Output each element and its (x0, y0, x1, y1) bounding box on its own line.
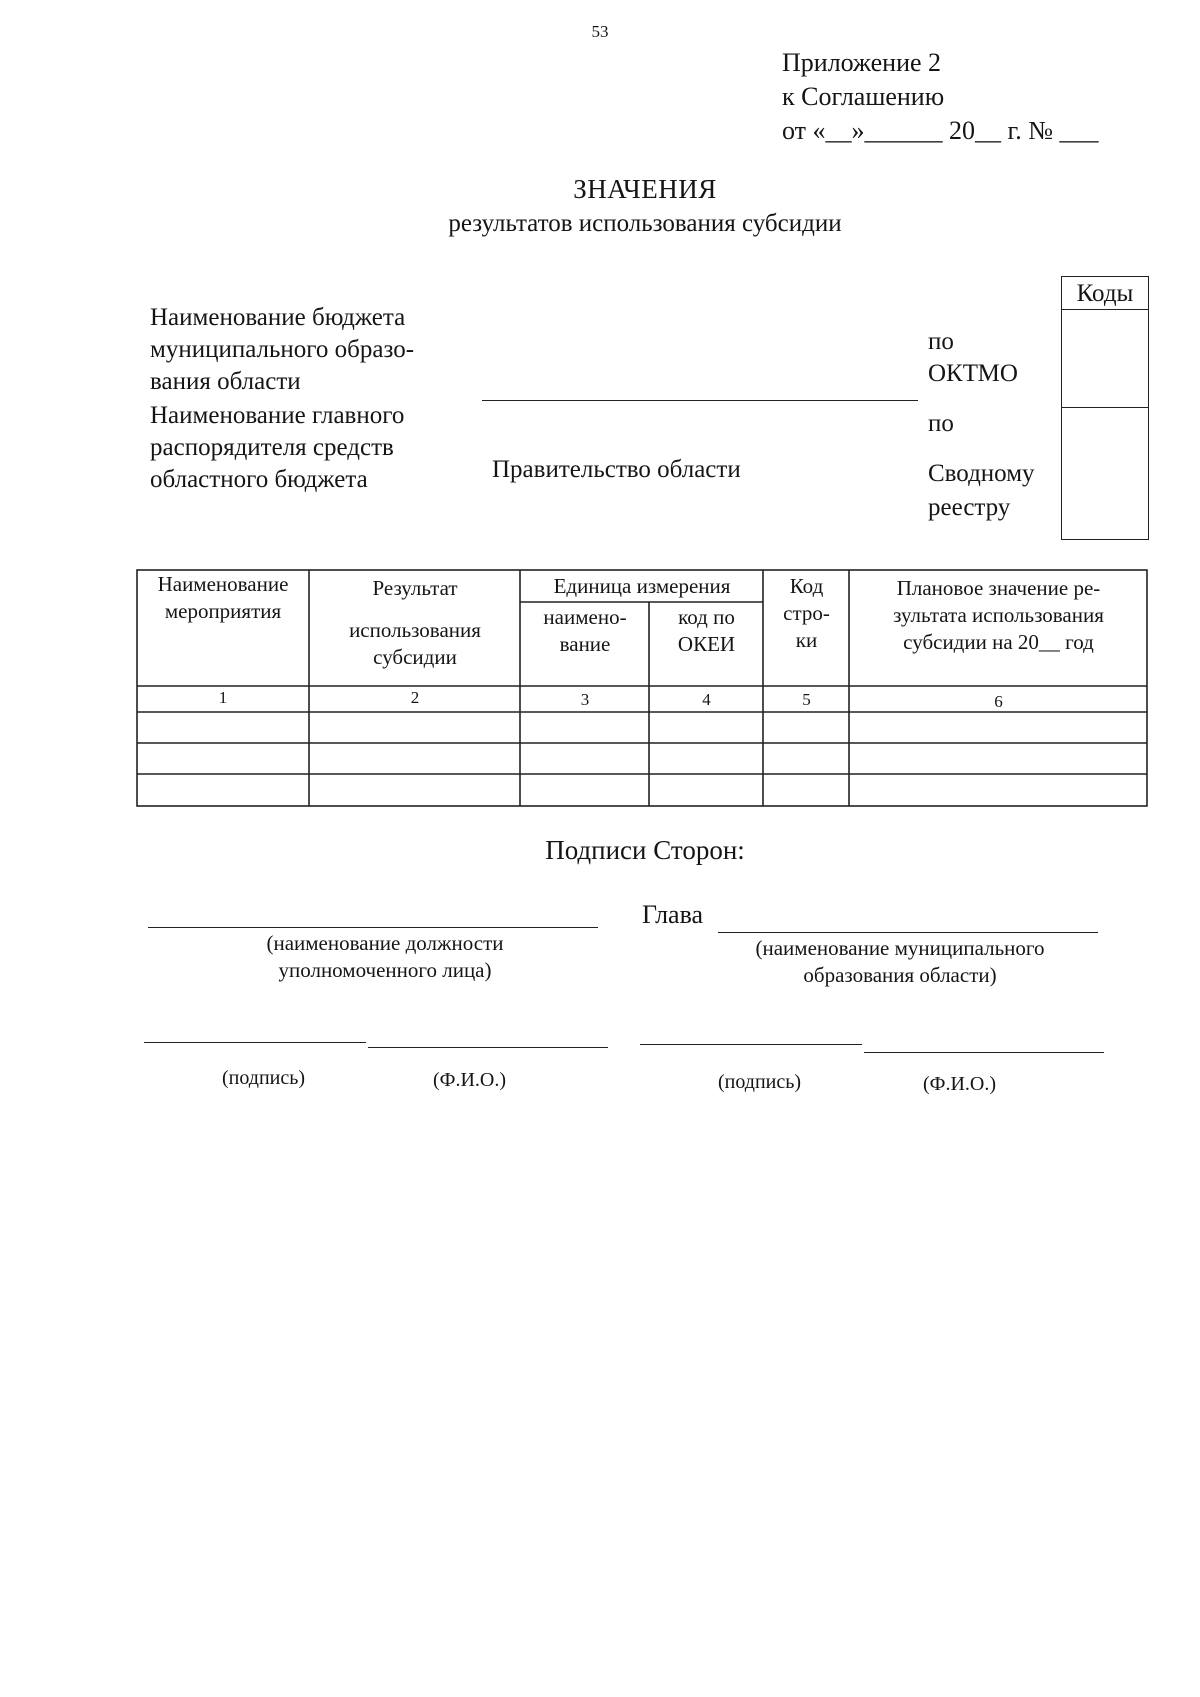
agency-name-value: Правительство области (492, 456, 741, 483)
appendix-reference (782, 46, 1099, 148)
header-line: стро- (783, 601, 830, 625)
right-signature-line[interactable] (640, 1044, 862, 1045)
codes-box (1061, 276, 1149, 540)
left-name-line[interactable] (368, 1047, 608, 1048)
header-line: вание (559, 632, 611, 656)
label-line: Сводному (928, 460, 1035, 487)
left-name-caption: (Ф.И.О.) (433, 1069, 507, 1091)
header-okei-code (650, 604, 763, 658)
column-number: 5 (802, 690, 811, 709)
label-line: муниципального образо- (150, 336, 415, 363)
column-number: 6 (994, 692, 1003, 711)
caption-line: (наименование должности (266, 931, 504, 955)
appendix-line: от «__»______ 20__ г. № ___ (782, 116, 1099, 145)
column-number: 4 (702, 690, 711, 709)
registry-label-top: по (928, 410, 954, 437)
results-table (136, 569, 1149, 809)
label-line: реестру (928, 494, 1011, 521)
caption-line: (наименование муниципального (755, 936, 1045, 960)
appendix-line: Приложение 2 (782, 48, 942, 77)
signatures-title: Подписи Сторон: (545, 835, 745, 865)
left-position-line[interactable] (148, 927, 598, 928)
caption-line: уполномоченного лица) (278, 958, 492, 982)
right-signature-caption: (подпись) (718, 1071, 802, 1093)
label-line: областного бюджета (150, 466, 368, 493)
column-number: 2 (410, 688, 420, 707)
header-event-name (138, 571, 308, 625)
registry-code-cell[interactable] (1062, 408, 1148, 535)
header-unit-group: Единица измерения (553, 574, 731, 598)
header-planned-value (850, 575, 1147, 656)
right-name-line[interactable] (864, 1052, 1104, 1053)
header-line: ОКЕИ (677, 632, 736, 656)
label-line: по (928, 328, 954, 355)
oktmo-code-cell[interactable] (1062, 310, 1148, 408)
budget-name-label (150, 302, 414, 398)
table-row[interactable] (138, 744, 1146, 773)
label-line: ОКТМО (928, 360, 1018, 387)
label-line: Наименование главного (150, 402, 405, 429)
header-result-bottom (310, 617, 520, 671)
header-unit-name (521, 604, 649, 658)
right-name-caption: (Ф.И.О.) (923, 1073, 997, 1095)
header-line: Плановое значение ре- (896, 576, 1101, 600)
document-title: ЗНАЧЕНИЯ (573, 174, 717, 204)
header-line: зультата использования (893, 603, 1104, 627)
column-number: 3 (580, 690, 590, 709)
header-line: наимено- (543, 605, 627, 629)
registry-label (928, 457, 1035, 525)
column-number: 1 (218, 688, 228, 707)
right-position-caption (700, 935, 1100, 989)
header-line: Код (789, 574, 824, 598)
header-line: Наименование (157, 572, 289, 596)
codes-header: Коды (1062, 277, 1148, 310)
header-line: мероприятия (164, 599, 282, 623)
header-line: субсидии (373, 645, 457, 669)
left-signature-caption: (подпись) (222, 1067, 306, 1089)
document-subtitle: результатов использования субсидии (448, 210, 842, 237)
head-label: Глава (642, 900, 704, 929)
agency-name-label (150, 400, 404, 496)
appendix-line: к Соглашению (782, 82, 945, 111)
label-line: Наименование бюджета (150, 304, 406, 331)
table-row[interactable] (138, 775, 1146, 805)
header-line: код по (678, 605, 735, 629)
label-line: распорядителя средств (150, 434, 394, 461)
municipality-name-line[interactable] (718, 932, 1098, 933)
header-line: ки (795, 628, 818, 652)
budget-name-field-line[interactable] (482, 400, 918, 401)
page-number: 53 (591, 22, 609, 41)
header-result-top: Результат (372, 576, 458, 600)
header-line: использования (349, 618, 481, 642)
left-position-caption (200, 930, 570, 984)
table-row[interactable] (138, 713, 1146, 742)
header-line: субсидии на 20__ год (903, 630, 1094, 654)
label-line: вания области (150, 368, 301, 395)
left-signature-line[interactable] (144, 1042, 366, 1043)
oktmo-label (928, 326, 1018, 390)
header-row-code (764, 573, 849, 654)
caption-line: образования области) (803, 963, 997, 987)
